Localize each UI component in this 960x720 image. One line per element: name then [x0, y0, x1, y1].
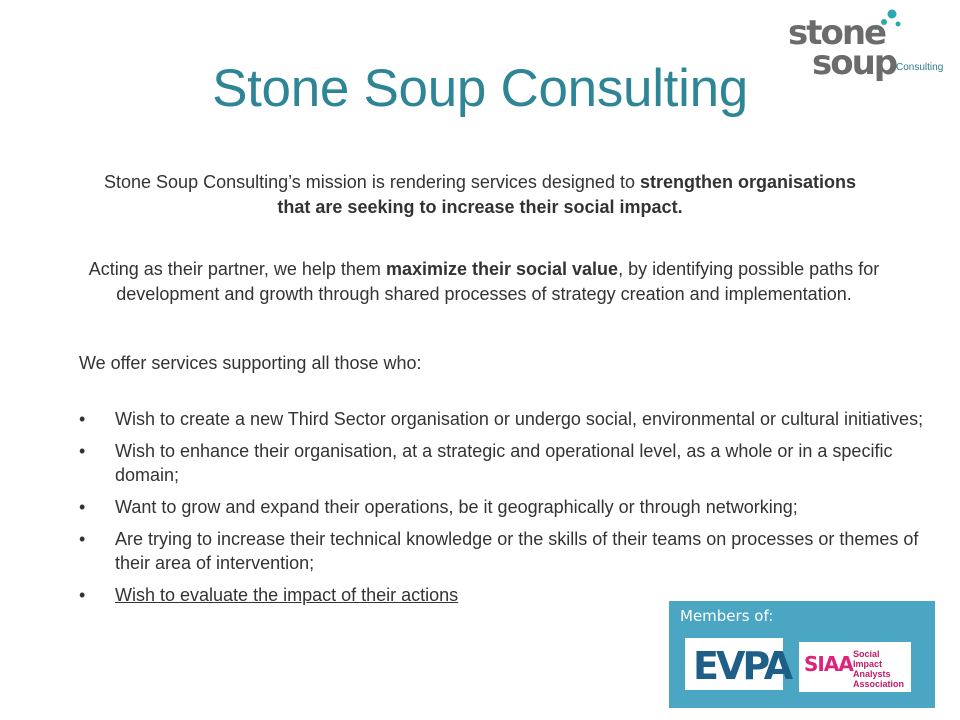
- evpa-logo-text: EVPA: [693, 644, 791, 688]
- partner-emphasis: maximize their social value: [385, 259, 619, 279]
- list-item-text: Wish to create a new Third Sector organisation or undergo social, environmental or cultural initiatives;: [115, 409, 924, 429]
- list-item-text: Wish to evaluate the impact of their actions: [115, 585, 459, 605]
- partner-text-end: , by identifying possible paths for development and growth through shared processes of strategy creation and implementation.: [116, 259, 880, 304]
- services-intro: We offer services supporting all those who:: [79, 353, 422, 373]
- bullet: •: [79, 409, 86, 429]
- list-item-text: Want to grow and expand their operations, be it geographically or through networking;: [115, 497, 798, 517]
- siaa-line: Social Impact: [853, 649, 883, 669]
- siaa-logo-text: [853, 649, 911, 689]
- bullet: •: [79, 529, 86, 549]
- bullet: •: [79, 441, 86, 461]
- siaa-logo-mark: SIAA: [804, 652, 853, 676]
- bullet: •: [79, 585, 86, 605]
- page-title: Stone Soup Consulting: [212, 59, 748, 118]
- list-item: [79, 439, 929, 487]
- members-label: Members of:: [680, 607, 774, 625]
- mission-emphasis: strengthen organisations that are seeking to increase their social impact.: [277, 172, 856, 217]
- siaa-line: Association: [853, 679, 905, 689]
- logo-tagline: Consulting: [896, 62, 944, 73]
- list-item: [79, 407, 929, 431]
- list-item: [79, 527, 929, 575]
- evpa-logo: [685, 638, 791, 690]
- bullet: •: [79, 497, 86, 517]
- partner-paragraph: [84, 257, 884, 307]
- list-item-text: Are trying to increase their technical knowledge or the skills of their teams on processes or themes of their area of intervention;: [115, 529, 919, 573]
- mission-text: Stone Soup Consulting’s mission is rendering services designed to: [104, 172, 640, 192]
- mission-paragraph: [96, 170, 864, 220]
- siaa-line: Analysts: [853, 669, 891, 679]
- list-item-text: Wish to enhance their organisation, at a strategic and operational level, as a whole or in a specific domain;: [115, 441, 893, 485]
- members-panel: [669, 601, 935, 708]
- logo-word-soup: soup: [812, 43, 897, 83]
- list-item: [79, 495, 929, 519]
- partner-text-start: Acting as their partner, we help them: [88, 259, 386, 279]
- siaa-logo: [799, 642, 911, 692]
- logo-word-stone: stone: [788, 13, 886, 53]
- services-list: [79, 407, 929, 615]
